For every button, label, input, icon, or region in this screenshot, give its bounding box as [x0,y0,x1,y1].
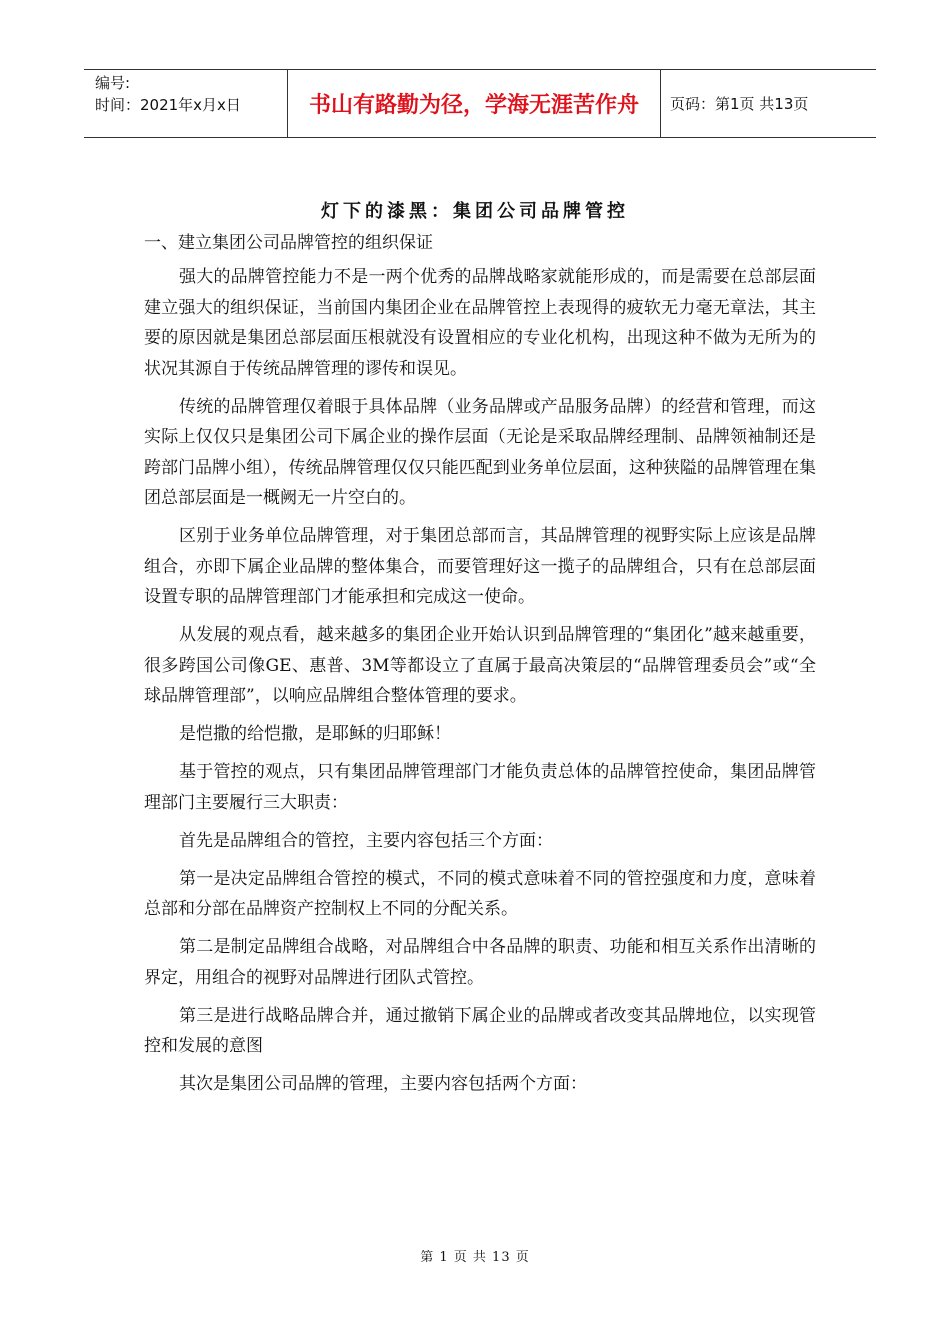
header-page-info: 页码：第1页 共13页 [670,95,809,113]
document-title: 灯下的漆黑：集团公司品牌管控 [321,201,629,222]
document-number-label: 编号: [95,74,131,92]
document-time-label: 时间：2021年x月x日 [95,96,241,114]
section-heading: 一、建立集团公司品牌管控的组织保证 [144,233,433,253]
header-meta-cell [84,70,288,137]
page-footer: 第 1 页 共 13 页 [420,1250,530,1265]
document-body [144,262,816,1107]
body-paragraph: 从发展的观点看，越来越多的集团企业开始认识到品牌管理的“集团化”越来越重要，很多跨国公司像GE、惠普、3M等都设立了直属于最高决策层的“品牌管理委员会”或“全球品牌管理部”，以响应品牌组合整体管理的要求。 [144,625,816,706]
body-paragraph: 区别于业务单位品牌管理，对于集团总部而言，其品牌管理的视野实际上应该是品牌组合，亦即下属企业品牌的整体集合，而要管理好这一揽子的品牌组合，只有在总部层面设置专职的品牌管理部门才能承担和完成这一使命。 [144,526,816,607]
body-paragraph: 强大的品牌管控能力不是一两个优秀的品牌战略家就能形成的，而是需要在总部层面建立强大的组织保证，当前国内集团企业在品牌管控上表现得的疲软无力毫无章法，其主要的原因就是集团总部层面压根就没有设置相应的专业化机构，出现这种不做为无所为的状况其源自于传统品牌管理的谬传和误见。 [144,267,816,379]
body-paragraph: 第三是进行战略品牌合并，通过撤销下属企业的品牌或者改变其品牌地位，以实现管控和发展的意图 [144,1005,816,1056]
document-header-table [84,69,876,138]
body-paragraph: 首先是品牌组合的管控，主要内容包括三个方面： [179,830,553,851]
body-paragraph: 第二是制定品牌组合战略，对品牌组合中各品牌的职责、功能和相互关系作出清晰的界定，用组合的视野对品牌进行团队式管控。 [144,937,816,988]
body-paragraph: 其次是集团公司品牌的管理，主要内容包括两个方面： [179,1074,587,1094]
body-paragraph: 传统的品牌管理仅着眼于具体品牌（业务品牌或产品服务品牌）的经营和管理，而这实际上仅仅只是集团公司下属企业的操作层面（无论是采取品牌经理制、品牌领袖制还是跨部门品牌小组），传统品牌管理仅仅只能匹配到业务单位层面，这种狭隘的品牌管理在集团总部层面是一概阙无一片空白的。 [144,396,816,508]
body-paragraph: 基于管控的观点，只有集团品牌管理部门才能负责总体的品牌管控使命，集团品牌管理部门主要履行三大职责： [144,762,816,813]
body-paragraph: 第一是决定品牌组合管控的模式，不同的模式意味着不同的管控强度和力度，意味着总部和分部在品牌资产控制权上不同的分配关系。 [144,868,816,919]
body-paragraph: 是恺撒的给恺撒，是耶稣的归耶稣！ [179,724,451,744]
header-motto: 书山有路勤为径，学海无涯苦作舟 [288,70,661,137]
